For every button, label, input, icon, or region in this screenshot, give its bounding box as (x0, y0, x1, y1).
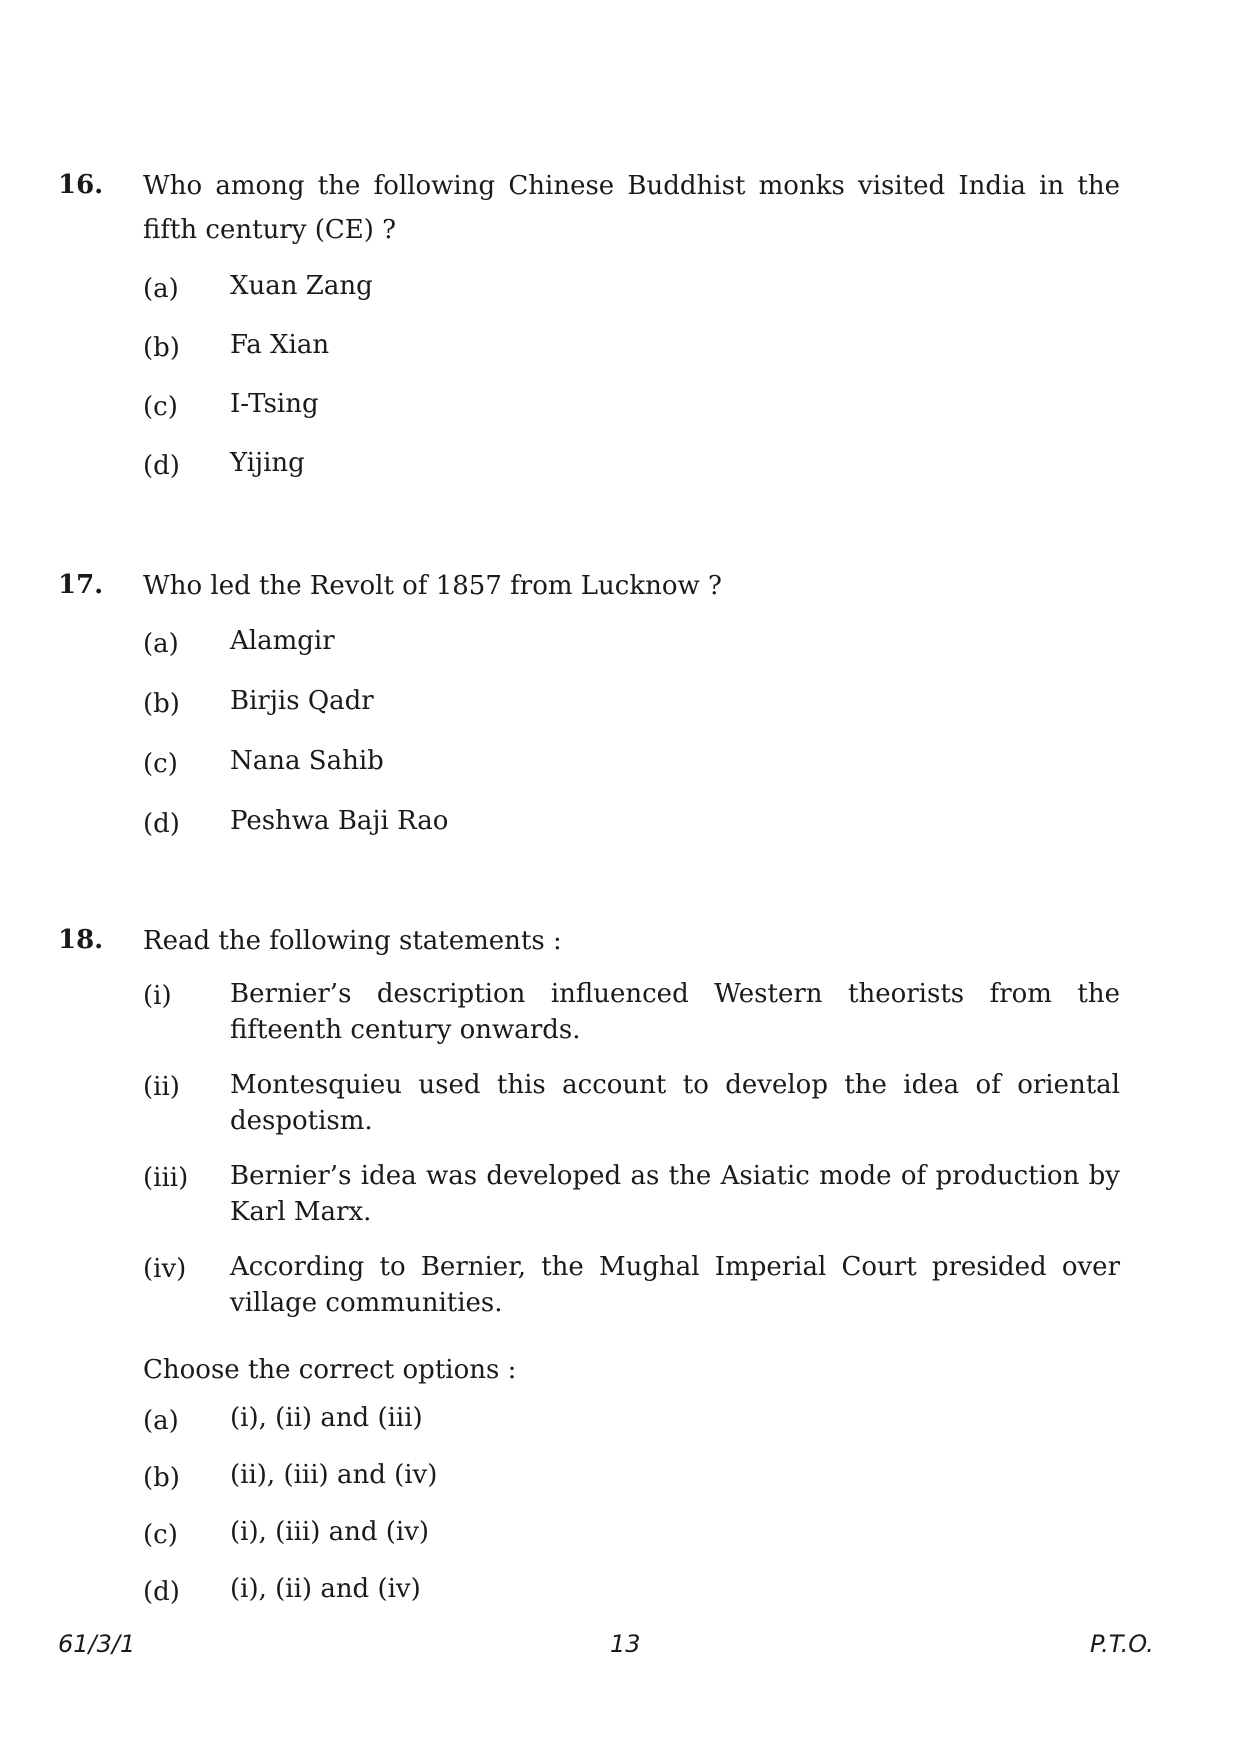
question-text: Read the following statements : (143, 926, 562, 956)
option-label: (a) (143, 274, 179, 304)
option-label: (d) (143, 809, 180, 839)
option-label: (b) (143, 689, 180, 719)
statement-label: (iii) (143, 1163, 189, 1193)
option-text: Peshwa Baji Rao (230, 806, 449, 836)
please-turn-over: P.T.O. (1090, 1630, 1154, 1658)
question-number: 18. (58, 925, 104, 955)
page-number: 13 (610, 1630, 641, 1658)
question-number: 17. (58, 570, 104, 600)
option-label: (c) (143, 1520, 178, 1550)
option-text: Yijing (230, 448, 305, 478)
option-text: (ii), (iii) and (iv) (230, 1460, 438, 1490)
option-text: I-Tsing (230, 389, 319, 419)
question-text: Who led the Revolt of 1857 from Lucknow ? (143, 571, 722, 601)
option-label: (b) (143, 333, 180, 363)
option-text: (i), (iii) and (iv) (230, 1517, 430, 1547)
option-text: (i), (ii) and (iii) (230, 1403, 423, 1433)
statement-text: Montesquieu used this account to develop the idea of oriental despotism. (230, 1070, 1120, 1136)
paper-code: 61/3/1 (58, 1630, 136, 1658)
option-label: (d) (143, 1577, 180, 1607)
statement-text: Bernier’s idea was developed as the Asiatic mode of production by Karl Marx. (230, 1161, 1120, 1227)
option-text: Alamgir (230, 626, 335, 656)
statement-text: According to Bernier, the Mughal Imperial Court presided over village communities. (230, 1252, 1120, 1318)
option-label: (a) (143, 1406, 179, 1436)
option-label: (c) (143, 392, 178, 422)
statement-label: (iv) (143, 1254, 187, 1284)
option-label: (b) (143, 1463, 180, 1493)
option-text: (i), (ii) and (iv) (230, 1574, 421, 1604)
question-number: 16. (58, 170, 104, 200)
option-text: Nana Sahib (230, 746, 384, 776)
option-label: (c) (143, 749, 178, 779)
statement-label: (ii) (143, 1072, 180, 1102)
option-label: (d) (143, 451, 180, 481)
option-text: Fa Xian (230, 330, 330, 360)
option-label: (a) (143, 629, 179, 659)
option-text: Xuan Zang (230, 271, 373, 301)
statement-text: Bernier’s description influenced Western theorists from the fifteenth century onwards. (230, 979, 1120, 1045)
question-text: Who among the following Chinese Buddhist monks visited India in the fifth century (CE) ? (143, 171, 1120, 245)
option-text: Birjis Qadr (230, 686, 374, 716)
statement-label: (i) (143, 981, 172, 1011)
question-prompt: Choose the correct options : (143, 1355, 517, 1385)
